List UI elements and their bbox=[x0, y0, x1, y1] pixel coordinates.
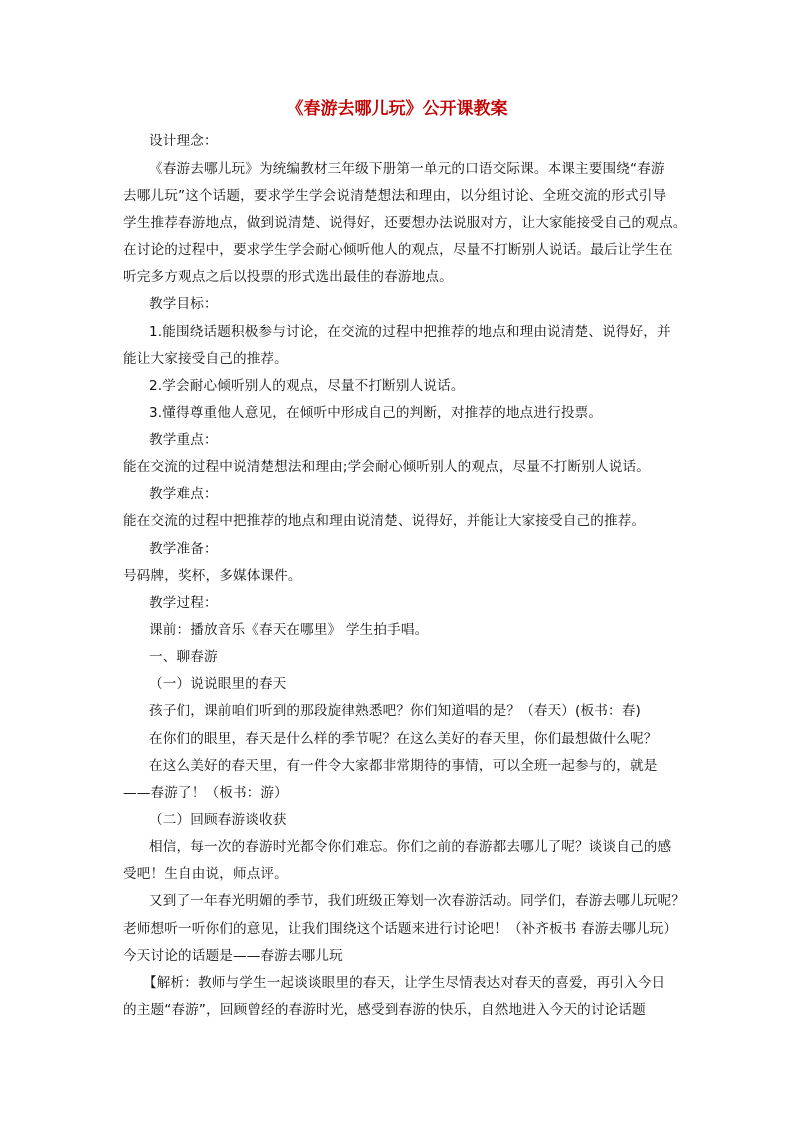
paragraph-line: 受吧！生自由说，师点评。 bbox=[123, 866, 288, 882]
heading-key-points: 教学重点： bbox=[149, 432, 218, 448]
paragraph-line: 能在交流的过程中说清楚想法和理由;学会耐心倾听别人的观点，尽量不打断别人说话。 bbox=[123, 459, 650, 475]
goal-item: 2.学会耐心倾听别人的观点，尽量不打断别人说话。 bbox=[149, 378, 465, 394]
subsection-heading: （二）回顾春游谈收获 bbox=[149, 812, 287, 828]
paragraph-line: 在你们的眼里，春天是什么样的季节呢？在这么美好的春天里，你们最想做什么呢？ bbox=[149, 731, 658, 747]
paragraph-line: 听完多方观点之后以投票的形式选出最佳的春游地点。 bbox=[123, 269, 453, 285]
goal-item: 1.能围绕话题积极参与讨论，在交流的过程中把推荐的地点和理由说清楚、说得好，并 bbox=[149, 324, 671, 340]
heading-difficulties: 教学难点： bbox=[149, 486, 218, 502]
paragraph-line: 在讨论的过程中，要求学生学会耐心倾听他人的观点，尽量不打断别人说话。最后让学生在 bbox=[123, 242, 673, 258]
analysis-note: 【解析：教师与学生一起谈谈眼里的春天，让学生尽情表达对春天的喜爱，再引入今日 bbox=[143, 975, 666, 991]
heading-design-concept: 设计理念： bbox=[149, 133, 218, 149]
paragraph-line: 能在交流的过程中把推荐的地点和理由说清楚、说得好，并能让大家接受自己的推荐。 bbox=[123, 513, 646, 529]
heading-preparation: 教学准备： bbox=[149, 541, 218, 557]
goal-item-continued: 能让大家接受自己的推荐。 bbox=[123, 351, 288, 367]
paragraph-line: 号码牌，奖杯，多媒体课件。 bbox=[123, 568, 302, 584]
paragraph-line: 《春游去哪儿玩》为统编教材三年级下册第一单元的口语交际课。本课主要围绕“春游 bbox=[149, 161, 665, 177]
document-title: 《春游去哪儿玩》公开课教案 bbox=[286, 99, 508, 119]
paragraph-line: ——春游了！（板书：游） bbox=[123, 785, 288, 801]
heading-process: 教学过程： bbox=[149, 595, 218, 611]
paragraph-line: 孩子们，课前咱们听到的那段旋律熟悉吧？你们知道唱的是？（春天）(板书：春) bbox=[149, 703, 641, 719]
paragraph-line: 课前：播放音乐《春天在哪里》 学生拍手唱。 bbox=[149, 622, 429, 638]
section-heading: 一、聊春游 bbox=[149, 649, 218, 665]
paragraph-line: 去哪儿玩”这个话题，要求学生学会说清楚想法和理由，以分组讨论、全班交流的形式引导 bbox=[123, 188, 667, 204]
analysis-note-continued: 的主题“春游”，回顾曾经的春游时光，感受到春游的快乐，自然地进入今天的讨论话题 bbox=[123, 1002, 646, 1018]
heading-teaching-goals: 教学目标： bbox=[149, 296, 218, 312]
paragraph-line: 相信，每一次的春游时光都令你们难忘。你们之前的春游都去哪儿了呢？谈谈自己的感 bbox=[149, 839, 672, 855]
subsection-heading: （一）说说眼里的春天 bbox=[149, 676, 287, 692]
paragraph-line: 又到了一年春光明媚的季节，我们班级正筹划一次春游活动。同学们，春游去哪儿玩呢？ bbox=[149, 893, 686, 909]
goal-item: 3.懂得尊重他人意见，在倾听中形成自己的判断，对推荐的地点进行投票。 bbox=[149, 405, 603, 421]
paragraph-line: 老师想听一听你们的意见，让我们围绕这个话题来进行讨论吧！（补齐板书 春游去哪儿玩） bbox=[123, 921, 678, 937]
paragraph-line: 学生推荐春游地点，做到说清楚、说得好，还要想办法说服对方，让大家能接受自己的观点。 bbox=[123, 215, 687, 231]
paragraph-line: 在这么美好的春天里，有一件令大家都非常期待的事情，可以全班一起参与的，就是 bbox=[149, 758, 658, 774]
paragraph-line: 今天讨论的话题是——春游去哪儿玩 bbox=[123, 948, 343, 964]
